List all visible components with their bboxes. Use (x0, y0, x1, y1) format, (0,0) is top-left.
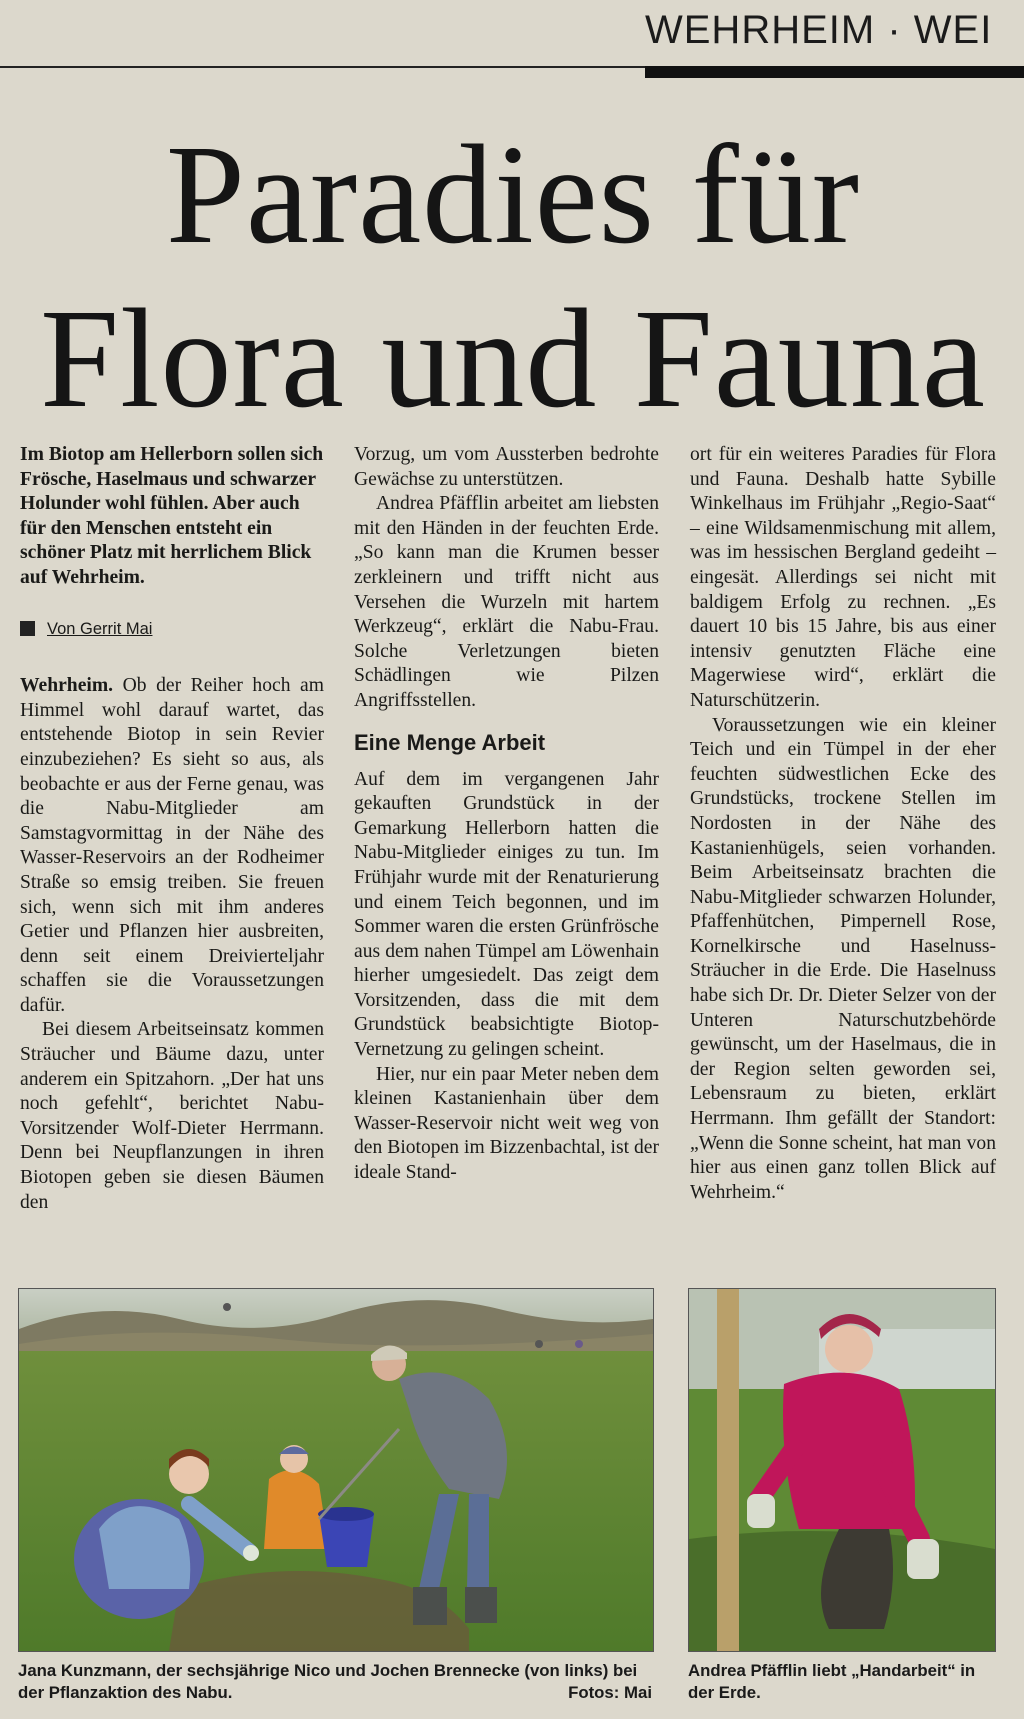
body-paragraph: Bei diesem Arbeitseinsatz kommen Sträucher und Bäume dazu, unter anderem ein Spitzahorn. „Der hat uns noch gefehlt“, berichtet Nabu-Vorsitzender Wolf-Dieter Herrmann. Denn bei Neupflanzungen in ihren Biotopen geben sie diesen Bäumen den (20, 1019, 324, 1213)
header-rule-bold (645, 66, 1024, 78)
body-paragraph: Andrea Pfäfflin arbeitet am liebsten mit den Händen in der feuchten Erde. „So kann man die Krumen besser zerkleinern und trifft nicht aus Versehen die Wurzeln mit hartem Werkzeug“, erklärt die Nabu-Frau. Solche Verletzungen bieten Schädlingen wie Pilzen Angriffsstellen. (354, 493, 659, 711)
article-column-1 (20, 443, 324, 1215)
section-title: WEHRHEIM · WEI (645, 8, 993, 52)
section-header (0, 0, 1024, 78)
dateline: Wehrheim. (20, 675, 114, 697)
subheading: Eine Menge Arbeit (354, 729, 546, 755)
photo-andrea-image (689, 1289, 995, 1651)
photo-planting-group (18, 1288, 654, 1652)
body-text: Ob der Reiher hoch am Himmel wohl darauf wartet, das entstehende Biotop in sein Revier einzubeziehen? Es sieht so aus, als beobachte er aus der Ferne genau, was die Nabu-Mitglieder am Samstagvormittag in der Nähe des Wasser-Reservoirs an der Rodheimer Straße so emsig treiben. Sie freuen sich, wenn sich mit ihm anderes Getier und Pflanzen hier ausbreiten, denn seit einem Dreivierteljahr schaffen sie die Voraussetzungen dafür. (20, 675, 324, 1016)
caption-photo-1 (18, 1660, 652, 1704)
headline (18, 112, 1008, 440)
caption-photo-2: Andrea Pfäfflin liebt „Handarbeit“ in der Erde. (688, 1661, 976, 1702)
photo-planting-group-image (19, 1289, 653, 1651)
article-column-3 (690, 443, 996, 1205)
caption-text: Jana Kunzmann, der sechsjährige Nico und Jochen Brennecke (von links) bei der Pflanzaktion des Nabu. (18, 1661, 638, 1702)
headline-line-1: Paradies für (165, 115, 861, 273)
body-paragraph (20, 674, 324, 1018)
photo-credit: Fotos: Mai (568, 1683, 652, 1702)
article-column-2 (354, 443, 659, 1186)
body-paragraph: Vorzug, um vom Aussterben bedrohte Gewächse zu unterstützen. (354, 444, 659, 490)
author-name: Von Gerrit Mai (47, 619, 153, 638)
body-paragraph: Voraussetzungen wie ein kleiner Teich und ein Tümpel in der eher feuchten südwestlichen Ecke des Grundstücks, trockene Stellen im Nordosten in der Nähe des Kastanienhügels, seien vorhanden. Beim Arbeitseinsatz brachten die Nabu-Mitglieder schwarzen Holunder, Pfaffenhütchen, Pimpernell Rose, Kornelkirsche und Haselnuss-Sträucher in die Erde. Die Haselnuss habe sich Dr. Dr. Dieter Selzer von der Unteren Naturschutzbehörde gewünscht, um der Haselmaus, die in der Region selten geworden sei, Lebensraum zu bieten, erklärt Herrmann. Ihm gefällt der Standort: „Wenn die Sonne scheint, hat man von hier aus einen ganz tollen Blick auf Wehrheim.“ (690, 714, 996, 1203)
headline-line-2: Flora und Fauna (40, 279, 986, 437)
body-paragraph: Auf dem im vergangenen Jahr gekauften Grundstück in der Gemarkung Hellerborn hatten die Nabu-Mitglieder einiges zu tun. Im Frühjahr wurde mit der Renaturierung und einem Teich begonnen, und im Sommer waren die ersten Grünfrösche aus dem nahen Tümpel am Löwenhain hierher umgesiedelt. Das zeigt dem Vorsitzenden, dass die mit dem Grundstück beabsichtigte Biotop-Vernetzung zu gelingen scheint. (354, 768, 659, 1061)
byline-square-icon (20, 621, 35, 636)
body-paragraph: Hier, nur ein paar Meter neben dem kleinen Kastanienhain über dem Wasser-Reservoir nicht weit weg von den Biotopen im Bizzenbachtal, ist der ideale Stand- (354, 1063, 659, 1184)
byline (20, 617, 324, 642)
lead-paragraph: Im Biotop am Hellerborn sollen sich Frösche, Haselmaus und schwarzer Holunder wohl fühlen. Aber auch für den Menschen entsteht ein schöner Platz mit herrlichem Blick auf Wehrheim. (20, 444, 324, 588)
photo-andrea (688, 1288, 996, 1652)
body-paragraph: ort für ein weiteres Paradies für Flora und Fauna. Deshalb hatte Sybille Winkelhaus im Frühjahr „Regio-Saat“ – eine Wildsamenmischung mit allem, was im hessischen Bergland gedeiht – eingesät. Allerdings sei nicht mit baldigem Erfolg zu rechnen. „Es dauert 10 bis 15 Jahre, bis aus einer intensiv genutzten Fläche eine Magerwiese wird“, erklärt die Naturschützerin. (690, 444, 996, 711)
